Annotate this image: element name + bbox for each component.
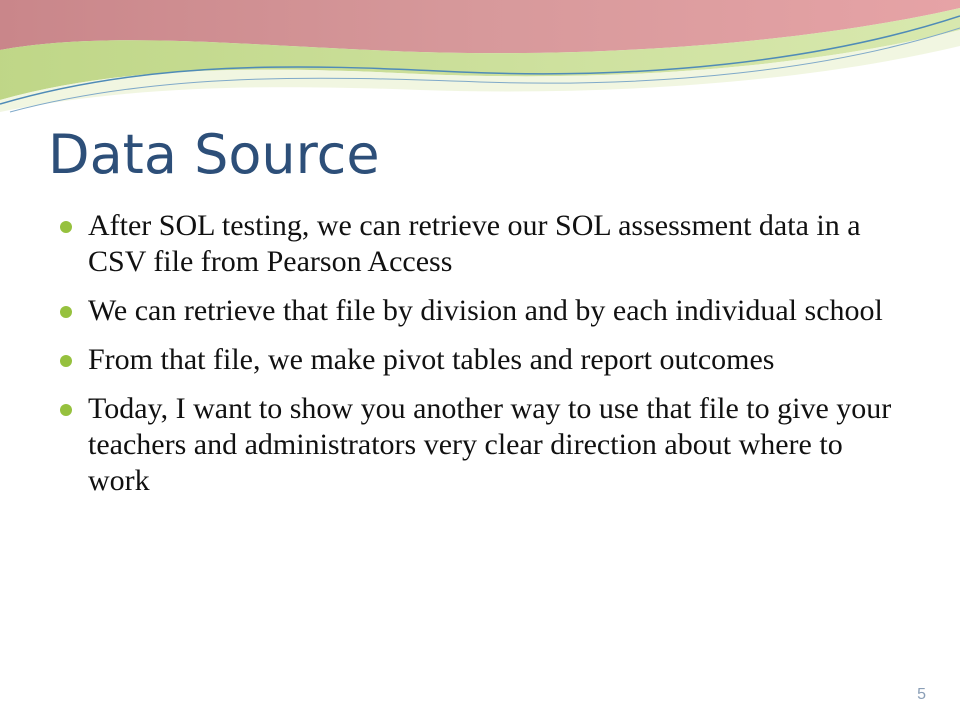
bullet-item — [60, 342, 910, 378]
bullet-dot-icon — [60, 306, 72, 318]
bullet-dot-icon — [60, 221, 72, 233]
bullet-text: From that file, we make pivot tables and report outcomes — [88, 343, 775, 376]
bullet-item — [60, 208, 910, 280]
slide-title: Data Source — [48, 123, 380, 186]
page-number: 5 — [917, 686, 926, 703]
bullet-dot-icon — [60, 355, 72, 367]
bullet-dot-icon — [60, 404, 72, 416]
bullet-item — [60, 391, 910, 499]
header-swoosh-decoration — [0, 0, 960, 120]
bullet-text: We can retrieve that file by division and by each individual school — [88, 294, 883, 327]
bullet-item — [60, 293, 910, 329]
bullet-text: Today, I want to show you another way to use that file to give your teachers and administrators very clear direction about where to work — [88, 392, 892, 497]
bullet-list — [60, 208, 910, 512]
bullet-text: After SOL testing, we can retrieve our SOL assessment data in a CSV file from Pearson Access — [88, 209, 861, 278]
